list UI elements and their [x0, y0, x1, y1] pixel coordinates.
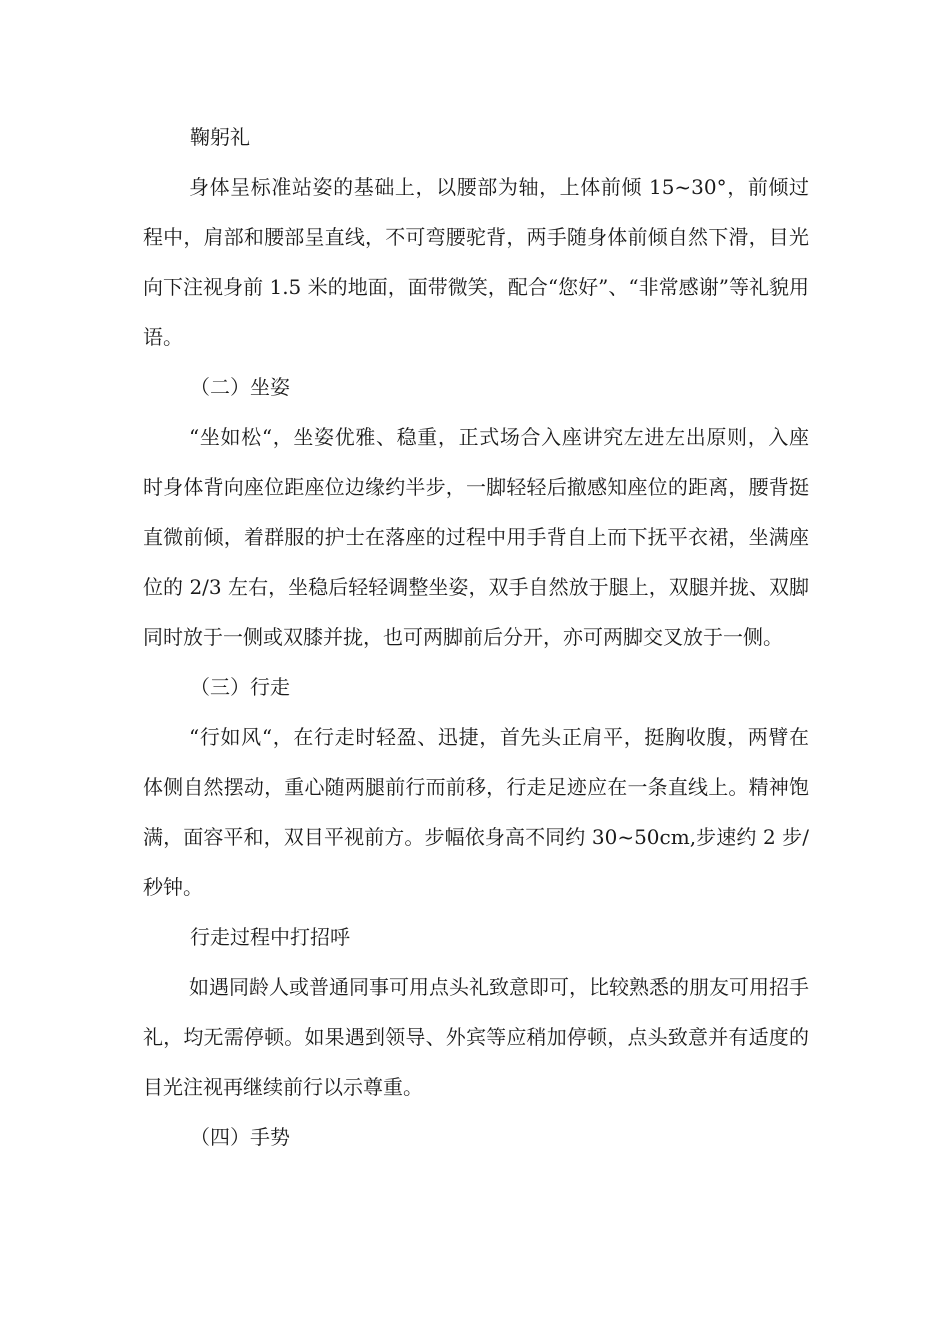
section-heading-greeting: 行走过程中打招呼	[190, 925, 350, 949]
paragraph-sitting: “坐如松“，坐姿优雅、稳重，正式场合入座讲究左进左出原则，入座时身体背向座位距座位边缘约半步，一脚轻轻后撤感知座位的距离，腰背挺直微前倾，着群服的护士在落座的过程中用手背自上而下抚平衣裙，坐满座位的 2/3 左右，坐稳后轻轻调整坐姿，双手自然放于腿上，双腿并拢、双脚同时放于一侧或双膝并拢，也可两脚前后分开，亦可两脚交叉放于一侧。	[143, 425, 809, 649]
section-heading-gestures: （四）手势	[190, 1125, 290, 1149]
section-heading-sitting: （二）坐姿	[190, 375, 290, 399]
paragraph-greeting: 如遇同龄人或普通同事可用点头礼致意即可，比较熟悉的朋友可用招手礼，均无需停顿。如果遇到领导、外宾等应稍加停顿，点头致意并有适度的目光注视再继续前行以示尊重。	[143, 975, 809, 1099]
paragraph-bow: 身体呈标准站姿的基础上，以腰部为轴，上体前倾 15~30°，前倾过程中，肩部和腰部呈直线，不可弯腰驼背，两手随身体前倾自然下滑，目光向下注视身前 1.5 米的地面，面带微笑，配合“您好”、“非常感谢”等礼貌用语。	[143, 175, 809, 349]
document-body	[143, 112, 809, 1162]
section-heading-bow: 鞠躬礼	[190, 125, 250, 149]
paragraph-walking: “行如风“，在行走时轻盈、迅捷，首先头正肩平，挺胸收腹，两臂在体侧自然摆动，重心随两腿前行而前移，行走足迹应在一条直线上。精神饱满，面容平和，双目平视前方。步幅依身高不同约 30~50cm,步速约 2 步/秒钟。	[143, 725, 809, 899]
section-heading-walking: （三）行走	[190, 675, 290, 699]
